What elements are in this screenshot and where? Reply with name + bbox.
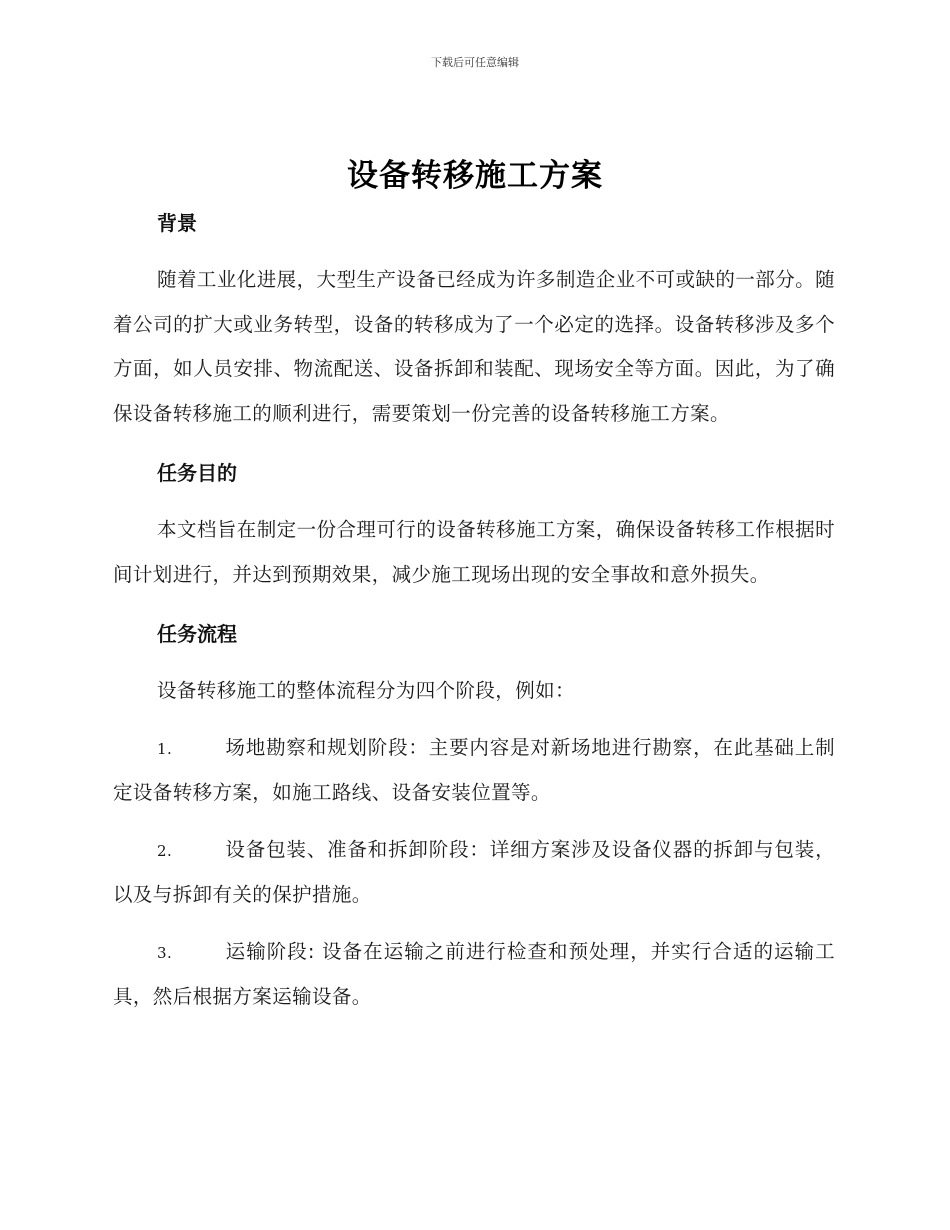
section-background: [113, 204, 835, 436]
list-item-text: 运输阶段: 设备在运输之前进行检查和预处理，并实行合适的运输工具，然后根据方案运输设备。: [113, 939, 835, 1008]
list-item-text: 设备包装、准备和拆卸阶段：详细方案涉及设备仪器的拆卸与包装，以及与拆卸有关的保护措施。: [113, 837, 835, 906]
document-body: [113, 204, 835, 1020]
section-heading: 背景: [157, 211, 197, 235]
paragraph: 本文档旨在制定一份合理可行的设备转移施工方案，确保设备转移工作根据时间计划进行，并达到预期效果，减少施工现场出现的安全事故和意外损失。: [113, 518, 835, 586]
paragraph: 设备转移施工的整体流程分为四个阶段，例如：: [157, 679, 575, 702]
list-item: [113, 828, 835, 918]
list-item: [113, 726, 835, 816]
section-heading: 任务流程: [157, 622, 237, 646]
section-purpose: [113, 454, 835, 597]
list-number: 1.: [157, 739, 173, 758]
paragraph: 随着工业化进展，大型生产设备已经成为许多制造企业不可或缺的一部分。随着公司的扩大或业务转型，设备的转移成为了一个必定的选择。设备转移涉及多个方面，如人员安排、物流配送、设备拆卸和装配、现场安全等方面。因此，为了确保设备转移施工的顺利进行，需要策划一份完善的设备转移施工方案。: [113, 268, 835, 425]
list-number: 3.: [157, 943, 173, 962]
header-note: 下载后可任意编辑: [431, 56, 519, 69]
list-item-text: 场地勘察和规划阶段：主要内容是对新场地进行勘察，在此基础上制定设备转移方案，如施工路线、设备安装位置等。: [113, 735, 835, 804]
list-number: 2.: [157, 841, 173, 860]
section-heading: 任务目的: [157, 461, 237, 485]
list-item: [113, 930, 835, 1020]
document-title: 设备转移施工方案: [347, 158, 603, 194]
section-process: [113, 615, 835, 1020]
